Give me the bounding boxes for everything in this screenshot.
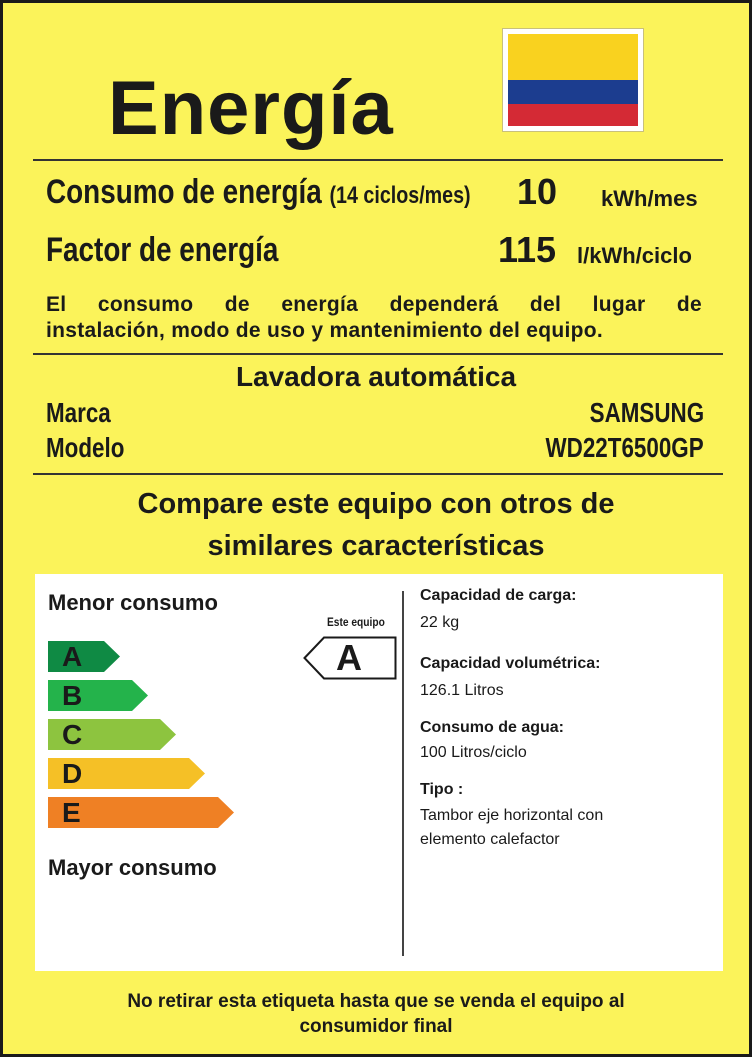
- energy-class-bar-b: [48, 680, 148, 711]
- energy-class-bar-a: [48, 641, 120, 672]
- brand-value: SAMSUNG: [589, 397, 704, 428]
- footer-line-1: No retirar esta etiqueta hasta que se venda el equipo al: [127, 991, 625, 1012]
- scale-bottom-label: Mayor consumo: [48, 855, 217, 880]
- note-line-2: instalación, modo de uso y mantenimiento del equipo.: [46, 319, 603, 342]
- model-label: Modelo: [46, 432, 125, 463]
- brand-label: Marca: [46, 397, 111, 428]
- type-label: Tipo :: [420, 781, 464, 798]
- product-type: Lavadora automática: [235, 361, 517, 392]
- volume-value: 126.1 Litros: [420, 682, 504, 699]
- equipment-indicator-label: Este equipo: [327, 615, 385, 629]
- divider-bottom: [33, 473, 723, 475]
- divider-middle: [33, 353, 723, 355]
- type-value-line-2: elemento calefactor: [420, 831, 560, 848]
- type-value-line-1: Tambor eje horizontal con: [420, 807, 604, 824]
- model-value: WD22T6500GP: [545, 432, 704, 463]
- compare-line-2: similares características: [207, 530, 545, 562]
- footer-notice: [3, 989, 749, 1039]
- consumption-sub-label: (14 ciclos/mes): [329, 182, 471, 209]
- consumption-unit: kWh/mes: [601, 186, 698, 211]
- energy-factor-value: 115: [498, 229, 557, 270]
- load-capacity-label: Capacidad de carga:: [420, 587, 577, 604]
- consumption-label-text: Consumo de energía: [46, 173, 322, 211]
- energy-class-letter-d: D: [62, 758, 83, 789]
- note-line-1: El consumo de energía dependerá del lugar de: [46, 293, 702, 316]
- energy-class-bar-d: [48, 758, 205, 789]
- compare-line-1: Compare este equipo con otros de: [137, 488, 615, 520]
- energy-class-bar-c: [48, 719, 176, 750]
- energy-class-letter-a: A: [62, 641, 83, 672]
- consumption-value: 10: [517, 171, 558, 212]
- panel-divider: [402, 591, 404, 956]
- energy-class-letter-e: E: [62, 797, 81, 828]
- colombia-flag-icon: [502, 28, 644, 132]
- energy-class-bar-e: [48, 797, 234, 828]
- footer-line-2: consumidor final: [299, 1016, 453, 1037]
- water-value: 100 Litros/ciclo: [420, 744, 527, 761]
- label-title: Energía: [108, 66, 394, 151]
- energy-class-letter-c: C: [62, 719, 83, 750]
- equipment-class-letter: A: [336, 637, 362, 678]
- load-capacity-value: 22 kg: [420, 614, 460, 631]
- volume-label: Capacidad volumétrica:: [420, 655, 601, 672]
- flag-blue-stripe: [508, 80, 638, 104]
- energy-class-letter-b: B: [62, 680, 83, 711]
- compare-text: [3, 483, 749, 567]
- energy-factor-label: Factor de energía: [46, 231, 279, 269]
- consumption-label: [46, 173, 471, 212]
- flag-red-stripe: [508, 104, 638, 126]
- equipment-class-arrow: [303, 636, 397, 680]
- flag-yellow-stripe: [508, 34, 638, 80]
- water-label: Consumo de agua:: [420, 719, 565, 736]
- scale-top-label: Menor consumo: [48, 590, 218, 615]
- divider-top: [33, 159, 723, 161]
- energy-factor-unit: l/kWh/ciclo: [577, 243, 692, 268]
